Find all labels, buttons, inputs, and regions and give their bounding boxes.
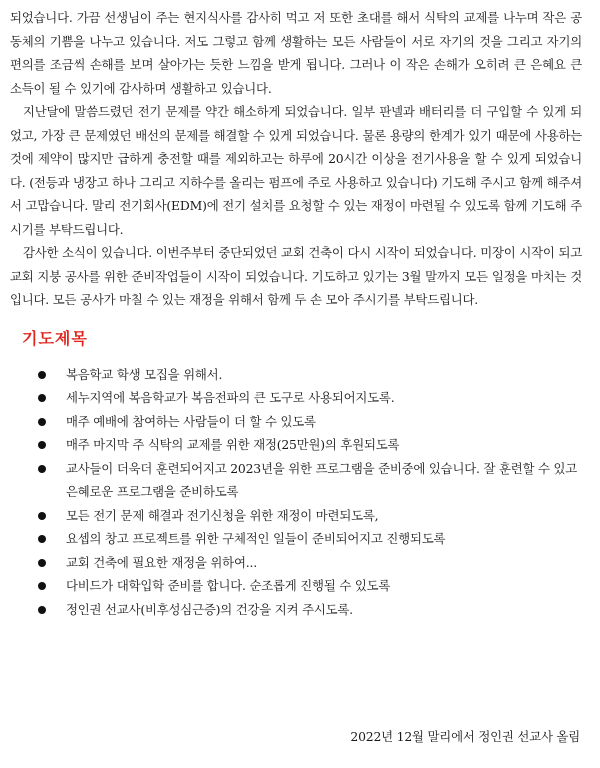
prayer-item-text: 복음학교 학생 모집을 위해서. <box>66 366 223 382</box>
prayer-item <box>38 433 582 457</box>
prayer-item <box>38 551 582 575</box>
bullet-icon <box>38 512 46 520</box>
bullet-icon <box>38 418 46 426</box>
bullet-icon <box>38 441 46 449</box>
bullet-icon <box>38 371 46 379</box>
prayer-item <box>38 363 582 387</box>
prayer-item-text: 세누지역에 복음학교가 복음전파의 큰 도구로 사용되어지도록. <box>66 390 395 405</box>
bullet-icon <box>38 582 46 590</box>
bullet-icon <box>38 465 46 473</box>
prayer-item-text: 다비드가 대학입학 준비를 합니다. 순조롭게 진행될 수 있도록 <box>66 578 391 593</box>
prayer-section-title: 기도제목 <box>22 328 88 348</box>
prayer-item <box>38 598 582 622</box>
prayer-item-text: 교사들이 더욱더 훈련되어지고 2023년을 위한 프로그램을 준비중에 있습니다. 잘 훈련할 수 있고 은혜로운 프로그램을 준비하도록 <box>66 460 578 499</box>
paragraph-electricity: 지난달에 말씀드렸던 전기 문제를 약간 해소하게 되었습니다. 일부 판넬과 배터리를 더 구입할 수 있게 되었고, 가장 큰 문제였던 배선의 문제를 해결할 수 있게 되었습니다. 물론 용량의 한계가 있기 때문에 사용하는 것에 제약이 많지만 급하게 충전할 때를 제외하고는 하루에 20시간 이상을 전기사용을 할 수 있게 되었습니다. (전등과 냉장고 하나 그리고 지하수를 올리는 펌프에 주로 사용하고 있습니다) 기도해 주시고 함께 해주셔서 고맙습니다. 말리 전기회사(EDM)에 전기 설치를 요청할 수 있는 재정이 마련될 수 있도록 함께 기도해 주시기를 부탁드립니다. <box>10 104 582 237</box>
prayer-item-text: 매주 예배에 참여하는 사람들이 더 할 수 있도록 <box>66 413 316 429</box>
paragraph-church-construction: 감사한 소식이 있습니다. 이번주부터 중단되었던 교회 건축이 다시 시작이 되었습니다. 미장이 시작이 되고 교회 지붕 공사를 위한 준비작업들이 시작이 되었습니다. 기도하고 있기는 3월 말까지 모든 일정을 마치는 것입니다. 모든 공사가 마칠 수 있는 재정을 위해서 함께 두 손 모아 주시기를 부탁드립니다. <box>10 245 582 307</box>
prayer-item <box>38 504 582 528</box>
bullet-icon <box>38 559 46 567</box>
prayer-item <box>38 457 582 504</box>
bullet-icon <box>38 394 46 402</box>
prayer-item-text: 교회 건축에 필요한 재정을 위하여... <box>66 554 257 570</box>
prayer-item <box>38 574 582 598</box>
signature: 2022년 12월 말리에서 정인권 선교사 올림 <box>350 729 580 744</box>
prayer-item-text: 요셉의 창고 프로젝트를 위한 구체적인 일들이 준비되어지고 진행되도록 <box>66 531 446 546</box>
prayer-item <box>38 410 582 434</box>
prayer-item-text: 매주 마지막 주 식탁의 교제를 위한 재정(25만원)의 후원되도록 <box>66 437 400 452</box>
bullet-icon <box>38 606 46 614</box>
prayer-item <box>38 527 582 551</box>
paragraph-intro: 되었습니다. 가끔 선생님이 주는 현지식사를 감사히 먹고 저 또한 초대를 해서 식탁의 교제를 나누며 작은 공동체의 기쁨을 나누고 있습니다. 저도 그렇고 함께 생활하는 모든 사람들이 서로 자기의 것을 그리고 자기의 편의를 조금씩 손해를 보며 살아가는 듯한 느낌을 받게 됩니다. 그러나 이 작은 손해가 오히려 큰 은혜요 큰 소득이 될 수 있기에 감사하며 생활하고 있습니다. <box>10 10 582 96</box>
prayer-item-text: 모든 전기 문제 해결과 전기신청을 위한 재정이 마련되도록, <box>66 507 379 523</box>
prayer-item-text: 정인권 선교사(비후성심근증)의 건강을 지켜 주시도록. <box>66 601 353 617</box>
prayer-list <box>10 363 582 622</box>
bullet-icon <box>38 535 46 543</box>
prayer-item <box>38 386 582 410</box>
